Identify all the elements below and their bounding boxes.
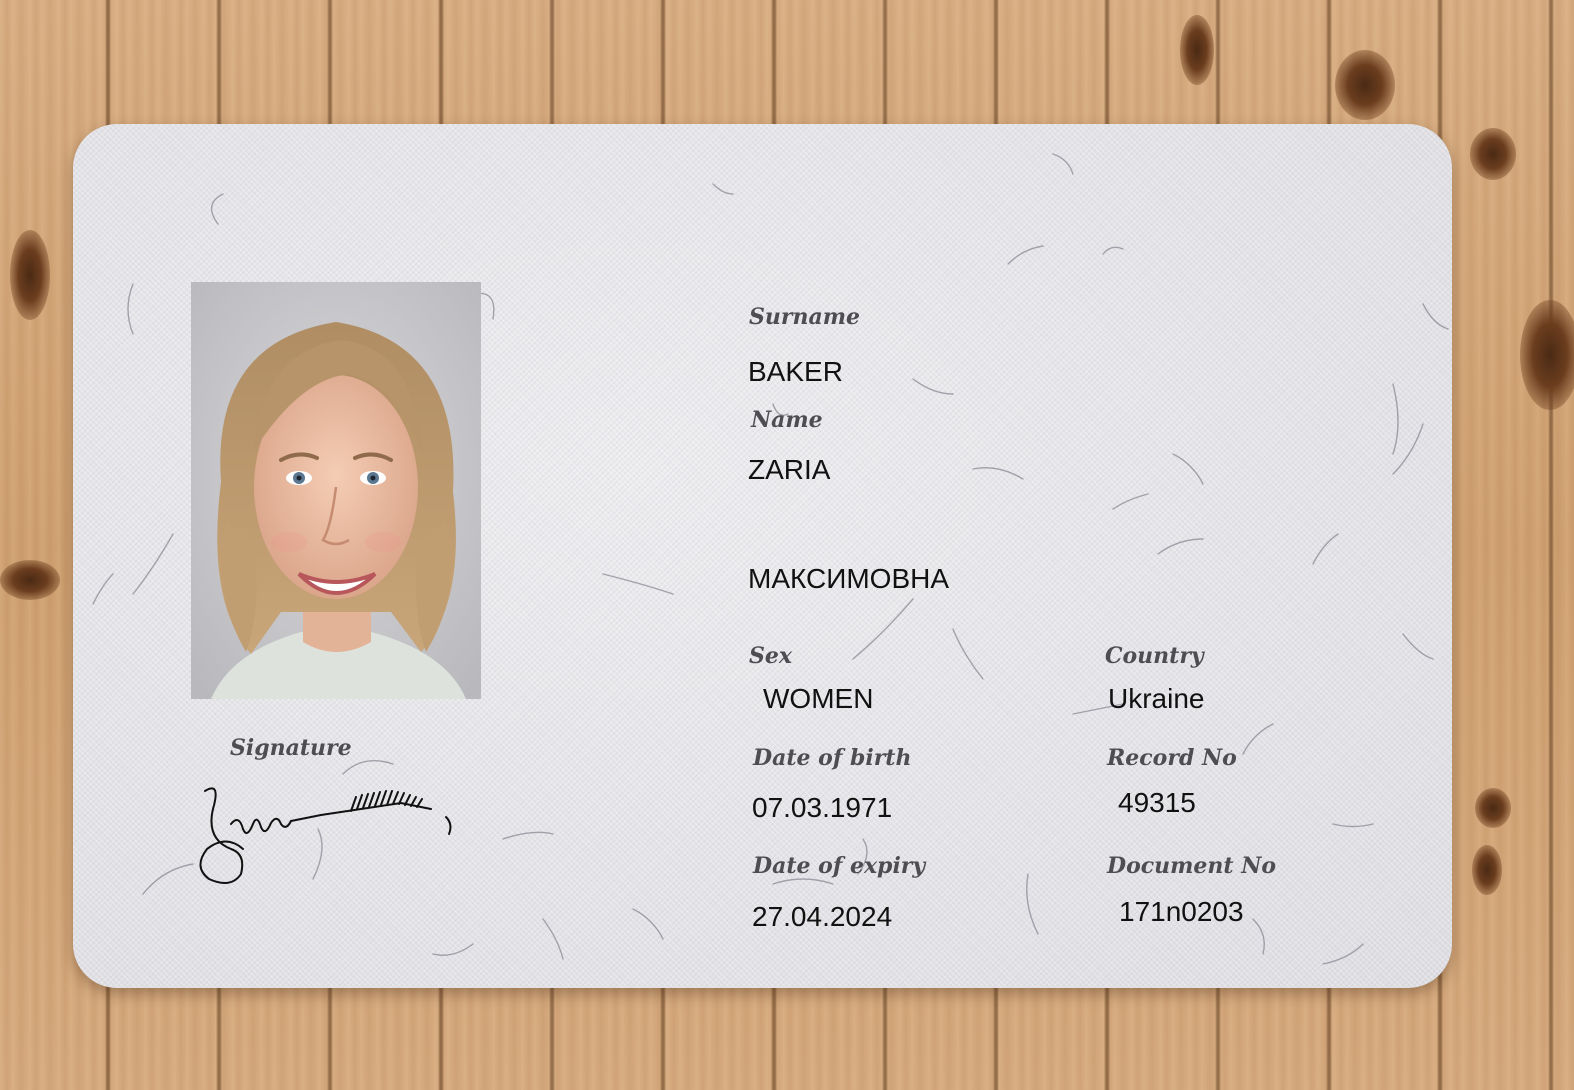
id-card — [73, 124, 1452, 988]
name-value: ZARIA — [748, 454, 831, 485]
country-label: Country — [1105, 643, 1204, 669]
date-of-expiry-value: 27.04.2024 — [752, 901, 893, 932]
record-no-label: Record No — [1107, 745, 1237, 771]
sex-label: Sex — [749, 643, 793, 669]
sex-value: WOMEN — [763, 683, 874, 714]
portrait-image — [191, 282, 481, 699]
document-no-label: Document No — [1107, 853, 1277, 879]
document-no-value: 171n0203 — [1119, 896, 1244, 927]
name-label: Name — [751, 407, 823, 433]
wood-knot — [1470, 128, 1516, 180]
date-of-birth-value: 07.03.1971 — [752, 792, 893, 823]
record-no-value: 49315 — [1118, 787, 1196, 818]
wood-knot — [1180, 15, 1214, 85]
surname-value: BAKER — [748, 356, 843, 387]
signature-label: Signature — [230, 735, 352, 761]
portrait-photo — [191, 282, 481, 699]
wood-knot — [0, 560, 60, 600]
surname-label: Surname — [749, 304, 860, 330]
date-of-birth-label: Date of birth — [753, 745, 912, 771]
signature-image — [191, 779, 461, 894]
wood-knot — [1472, 845, 1502, 895]
patronymic-value: МАКСИМОВНА — [748, 563, 950, 594]
wood-knot — [10, 230, 50, 320]
date-of-expiry-label: Date of expiry — [753, 853, 926, 879]
wood-knot — [1335, 50, 1395, 120]
wood-knot — [1475, 788, 1511, 828]
country-value: Ukraine — [1108, 683, 1205, 714]
wood-knot — [1520, 300, 1574, 410]
